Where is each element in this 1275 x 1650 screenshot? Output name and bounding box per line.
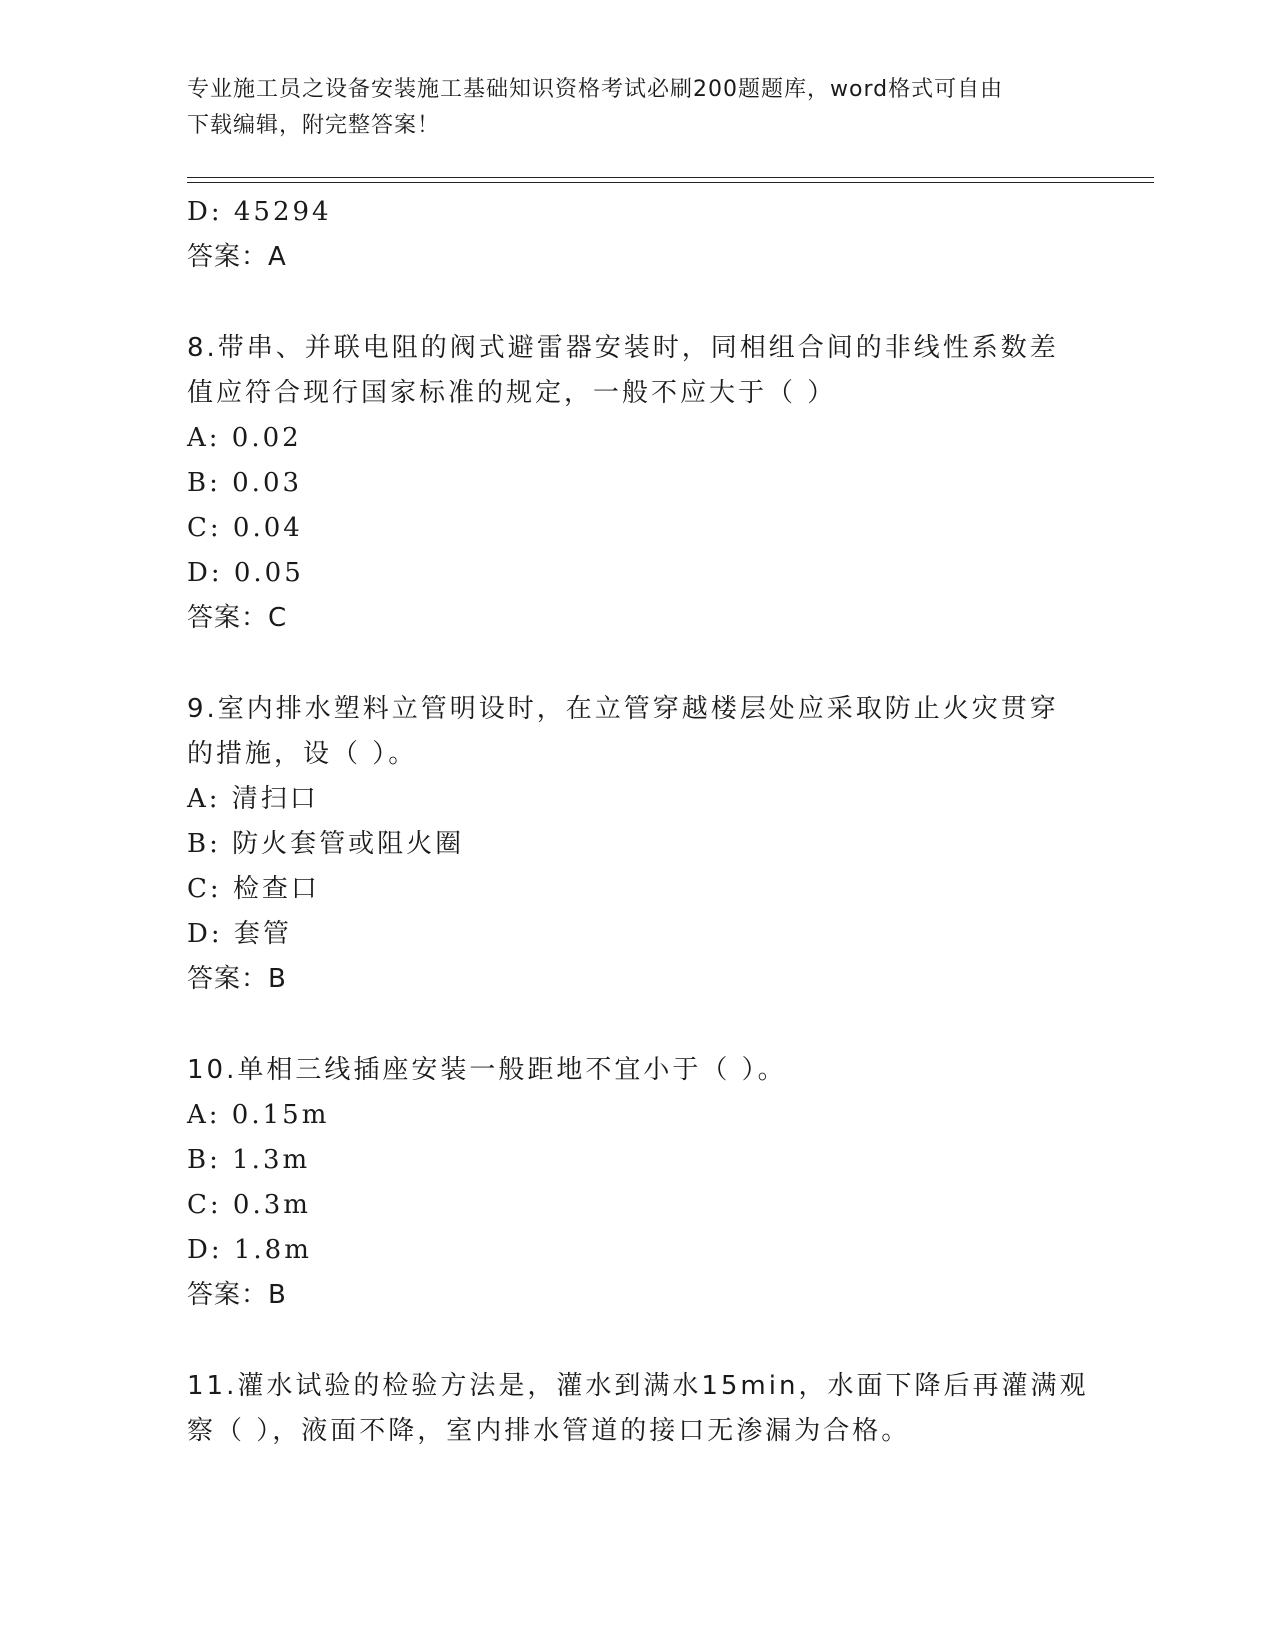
option-b: B: 防火套管或阻火圈 xyxy=(187,829,465,859)
question-11 xyxy=(187,1364,1087,1454)
option-c: C: 0.3m xyxy=(187,1190,311,1220)
question-stem: 8.带串、并联电阻的阀式避雷器安装时，同相组合间的非线性系数差 xyxy=(187,333,1059,363)
option-a: A: 0.02 xyxy=(187,423,302,453)
option-d: D: 45294 xyxy=(187,197,332,227)
header-divider-top xyxy=(187,177,1154,178)
header-line-2: 下载编辑，附完整答案！ xyxy=(187,113,441,138)
question-8 xyxy=(187,326,1087,641)
option-a: A: 0.15m xyxy=(187,1100,330,1130)
option-c: C: 检查口 xyxy=(187,874,320,904)
question-9 xyxy=(187,687,1087,1002)
answer: 答案：B xyxy=(187,964,287,994)
header-line-1: 专业施工员之设备安装施工基础知识资格考试必刷200题题库，word格式可自由 xyxy=(187,77,1004,102)
option-d: D: 套管 xyxy=(187,919,292,949)
document-header xyxy=(187,72,1087,144)
option-d: D: 1.8m xyxy=(187,1235,312,1265)
question-stem: 10.单相三线插座安装一般距地不宜小于（ ）。 xyxy=(187,1055,787,1085)
question-stem: 9.室内排水塑料立管明设时，在立管穿越楼层处应采取防止火灾贯穿 xyxy=(187,694,1059,724)
option-b: B: 1.3m xyxy=(187,1145,311,1175)
question-stem: 的措施，设（ ）。 xyxy=(187,739,418,769)
answer: 答案：B xyxy=(187,1280,287,1310)
option-d: D: 0.05 xyxy=(187,558,304,588)
option-a: A: 清扫口 xyxy=(187,784,319,814)
question-stem: 11.灌水试验的检验方法是，灌水到满水15min，水面下降后再灌满观 xyxy=(187,1371,1089,1401)
question-stem: 察（ ），液面不降，室内排水管道的接口无渗漏为合格。 xyxy=(187,1416,911,1446)
option-b: B: 0.03 xyxy=(187,468,303,498)
answer: 答案：A xyxy=(187,242,287,272)
question-10 xyxy=(187,1048,1087,1318)
document-body xyxy=(187,190,1087,1454)
header-divider-bottom xyxy=(187,182,1154,183)
question-stem: 值应符合现行国家标准的规定，一般不应大于（ ） xyxy=(187,378,837,408)
option-c: C: 0.04 xyxy=(187,513,303,543)
question-7-tail xyxy=(187,190,1087,280)
answer: 答案：C xyxy=(187,603,288,633)
